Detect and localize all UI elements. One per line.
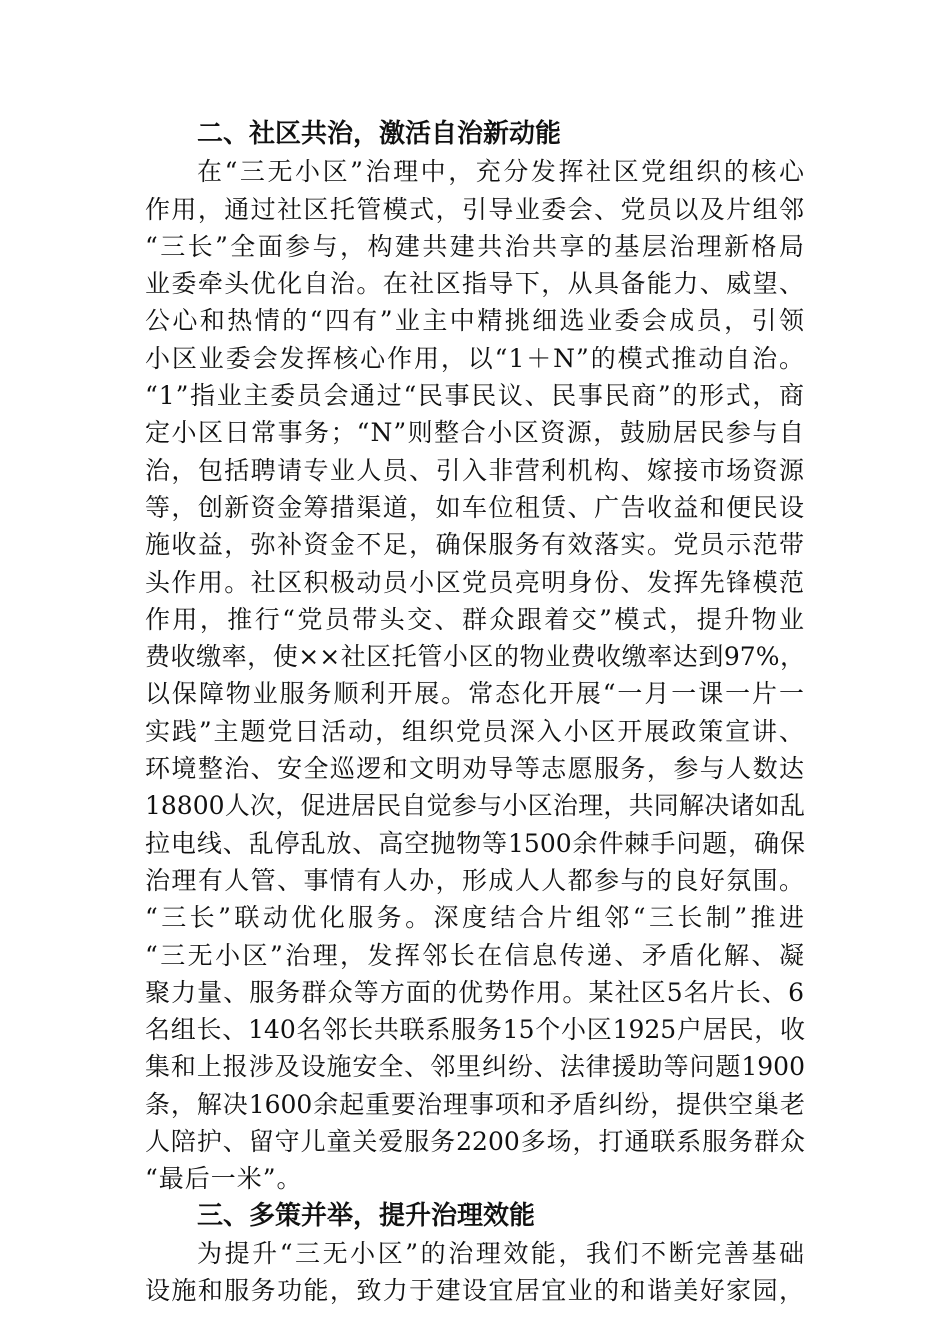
text-line: 实践”主题党日活动，组织党员深入小区开展政策宣讲、 [145, 716, 805, 746]
text-line: 名组长、140名邻长共联系服务15个小区1925户居民，收 [145, 1015, 805, 1045]
text-line: 作用，通过社区托管模式，引导业委会、党员以及片组邻 [145, 194, 805, 224]
text-line: 治理有人管、事情有人办，形成人人都参与的良好氛围。 [145, 865, 805, 895]
section-heading-3: 三、多策并举，提升治理效能 [197, 1200, 536, 1231]
text-line: 在“三无小区”治理中，充分发挥社区党组织的核心 [197, 157, 805, 187]
text-line: 人陪护、留守儿童关爱服务2200多场，打通联系服务群众 [145, 1127, 805, 1157]
text-line: 以保障物业服务顺利开展。常态化开展“一月一课一片一 [145, 679, 805, 709]
text-line: 公心和热情的“四有”业主中精挑细选业委会成员，引领 [145, 306, 805, 336]
text-line: 小区业委会发挥核心作用，以“1＋N”的模式推动自治。 [145, 343, 805, 373]
text-line: “1”指业主委员会通过“民事民议、民事民商”的形式，商 [145, 381, 805, 411]
text-line: “三无小区”治理，发挥邻长在信息传递、矛盾化解、凝 [145, 940, 805, 970]
text-line: 拉电线、乱停乱放、高空抛物等1500余件棘手问题，确保 [145, 828, 805, 858]
section-heading-2: 二、社区共治，激活自治新动能 [197, 119, 562, 149]
text-line: “三长”联动优化服务。深度结合片组邻“三长制”推进 [145, 903, 805, 933]
text-line: 作用，推行“党员带头交、群众跟着交”模式，提升物业 [145, 604, 805, 634]
text-line: 治，包括聘请专业人员、引入非营利机构、嫁接市场资源 [145, 455, 805, 485]
text-line: 费收缴率，使××社区托管小区的物业费收缴率达到97%， [145, 642, 805, 672]
text-line: 聚力量、服务群众等方面的优势作用。某社区5名片长、6 [145, 977, 805, 1007]
text-line: “三长”全面参与，构建共建共治共享的基层治理新格局 [145, 231, 805, 261]
document-page [145, 116, 805, 1310]
text-line: 18800人次，促进居民自觉参与小区治理，共同解决诸如乱 [145, 791, 805, 821]
text-line: 条，解决1600余起重要治理事项和矛盾纠纷，提供空巢老 [145, 1089, 805, 1119]
text-line: 设施和服务功能，致力于建设宜居宜业的和谐美好家园， [145, 1276, 805, 1306]
section-2-body [145, 153, 805, 1197]
section-3-body [145, 1235, 805, 1310]
text-line: 环境整治、安全巡逻和文明劝导等志愿服务，参与人数达 [145, 754, 805, 784]
text-line: 业委牵头优化自治。在社区指导下，从具备能力、威望、 [145, 269, 805, 299]
text-line: “最后一米”。 [145, 1164, 303, 1194]
text-line: 集和上报涉及设施安全、邻里纠纷、法律援助等问题1900 [145, 1052, 805, 1082]
text-line: 头作用。社区积极动员小区党员亮明身份、发挥先锋模范 [145, 567, 805, 597]
text-line: 为提升“三无小区”的治理效能，我们不断完善基础 [197, 1238, 805, 1268]
text-line: 等，创新资金筹措渠道，如车位租赁、广告收益和便民设 [145, 492, 805, 522]
text-line: 施收益，弥补资金不足，确保服务有效落实。党员示范带 [145, 530, 805, 560]
text-line: 定小区日常事务；“N”则整合小区资源，鼓励居民参与自 [145, 418, 805, 448]
